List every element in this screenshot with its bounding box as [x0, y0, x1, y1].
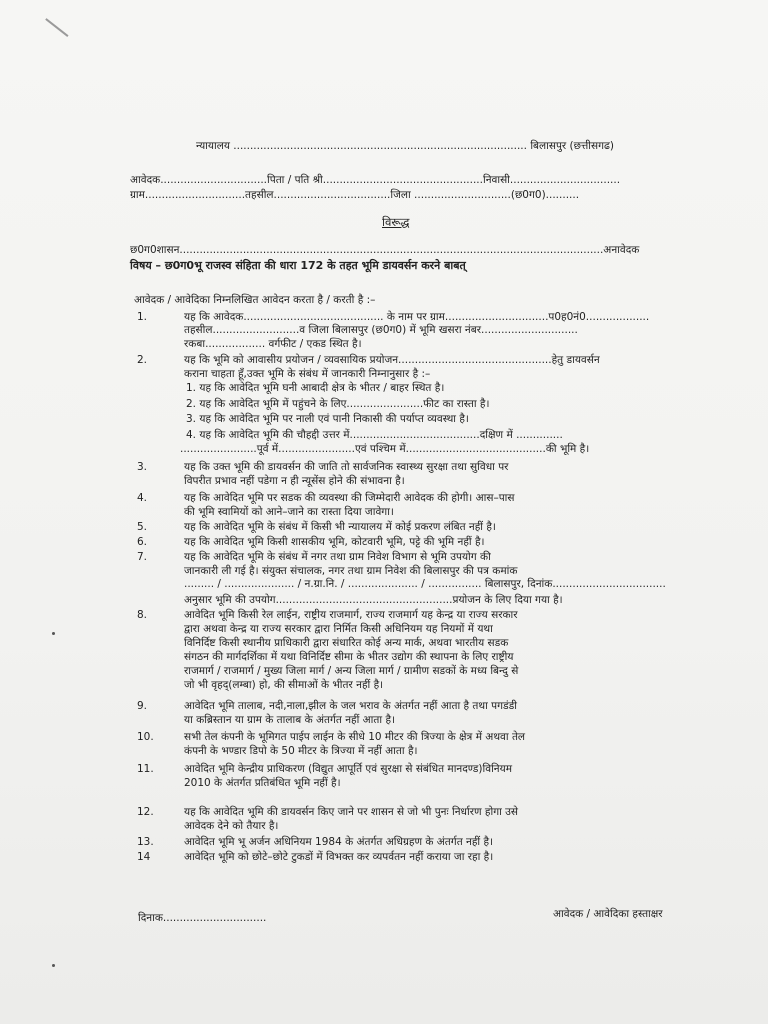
- clause-text: यह कि आवेदित भूमि किसी शासकीय भूमि, कोटवारी भूमि, पट्टे की भूमि नहीं है।: [184, 536, 485, 548]
- clause-number: 9.: [137, 700, 148, 712]
- clause-text: कराना चाहता हूँ,उक्त भूमि के संबंध में जानकारी निम्नानुसार है :–: [184, 368, 431, 380]
- clause-text: ......... / ..................... / न.ग्रा.नि. / ..................... / ................ बिलासपुर, दिनांक..................................: [184, 578, 666, 590]
- clause-text: रकबा.................. वर्गफीट / एकड स्थित है।: [184, 338, 362, 350]
- clause-text: .......................पूर्व में.......................एवं पश्चिम में..........................................की भूमि है।: [180, 443, 590, 455]
- clause-text: सभी तेल कंपनी के भूमिगत पाईप लाईन के सीधे 10 मीटर की त्रिज्या के क्षेत्र में अथवा तेल: [184, 731, 526, 743]
- clause-text: 2010 के अंतर्गत प्रतिबंधित भूमि नहीं है।: [184, 777, 341, 789]
- clause-number: 13.: [137, 836, 154, 848]
- clause-text: संगठन की मार्गदर्शिका में यथा विनिर्दिष्ट सीमा के भीतर उद्योग की स्थापना के लिए राष्ट्रीय: [184, 651, 514, 663]
- clause-text: जानकारी ली गई है। संयुक्त संचालक, नगर तथा ग्राम निवेश की बिलासपुर की पत्र कमांक: [184, 565, 518, 577]
- clause-text: 1. यह कि आवेदित भूमि घनी आबादी क्षेत्र के भीतर / बाहर स्थित है।: [186, 382, 445, 394]
- date-field: दिनाक...............................: [138, 912, 267, 924]
- clause-number: 10.: [137, 731, 154, 743]
- clause-text: यह कि आवेदित भूमि की डायवर्सन किए जाने पर शासन से जो भी पुनः निर्धारण होगा उसे: [184, 806, 519, 818]
- court-line: न्यायालय ........................................................................................ बिलासपुर (छत्तीसगढ): [196, 140, 615, 152]
- clause-number: 8.: [137, 609, 148, 621]
- margin-dot: [52, 964, 55, 967]
- clause-text: 2. यह कि आवेदित भूमि में पहुंचने के लिए.......................फीट का रास्ता है।: [186, 398, 490, 410]
- clause-number: 11.: [137, 763, 154, 775]
- pen-mark: [46, 18, 69, 36]
- clause-text: आवेदित भूमि भू अर्जन अधिनियम 1984 के अंतर्गत अधिग्रहण के अंतर्गत नहीं है।: [184, 836, 494, 848]
- clause-number: 3.: [137, 461, 148, 473]
- clause-text: जो भी वृहद्(लम्बा) हो, की सीमाओं के भीतर नहीं है।: [184, 679, 384, 691]
- clause-number: 14: [137, 851, 151, 863]
- clause-text: राजमार्ग / राजमार्ग / मुख्य जिला मार्ग / अन्य जिला मार्ग / ग्रामीण सडकों के मध्य बिन्दु से: [184, 665, 519, 677]
- intro-line: आवेदक / आवेदिका निम्नलिखित आवेदन करता है / करती है :–: [134, 294, 376, 306]
- clause-number: 7.: [137, 551, 148, 563]
- subject-line: विषय – छ0ग0भू राजस्व संहिता की धारा 172 के तहत भूमि डायवर्सन करने बाबत्: [130, 259, 466, 272]
- clause-text: 4. यह कि आवेदित भूमि की चौहद्दी उत्तर में.......................................दक्षिण में ..............: [186, 429, 563, 441]
- margin-dot: [52, 632, 55, 635]
- respondent-line: छ0ग0शासन...............................................................................................................................अनावेदक: [130, 244, 640, 256]
- clause-text: तहसील..........................व जिला बिलासपुर (छ0ग0) में भूमि खसरा नंबर.............................: [184, 324, 578, 336]
- clause-text: आवेदित भूमि किसी रेल लाईन, राष्ट्रीय राजमार्ग, राज्य राजमार्ग यह केन्द्र या राज्य सरकार: [184, 609, 518, 621]
- clause-text: आवेदक देने को तैयार है।: [184, 820, 279, 832]
- clause-text: यह कि आवेदित भूमि के संबंध में नगर तथा ग्राम निवेश विभाग से भूमि उपयोग की: [184, 551, 491, 563]
- clause-text: अनुसार भूमि की उपयोग.....................................................प्रयोजन के लिए दिया गया है।: [184, 594, 563, 606]
- clause-text: या कब्रिस्तान या ग्राम के तालाब के अंतर्गत नहीं आता है।: [184, 714, 395, 726]
- signature-label: आवेदक / आवेदिका हस्ताक्षर: [553, 908, 663, 920]
- clause-text: की भूमि स्वामियों को आने–जाने का रास्ता दिया जावेगा।: [184, 506, 394, 518]
- clause-text: आवेदित भूमि केन्द्रीय प्राधिकरण (विद्युत आपूर्ति एवं सुरक्षा से संबंधित मानदण्ड)विनियम: [184, 763, 512, 775]
- clause-text: यह कि उक्त भूमि की डायवर्सन की जाति तो सार्वजनिक स्वास्थ्य सुरक्षा तथा सुविधा पर: [184, 461, 509, 473]
- clause-text: यह कि आवेदित भूमि पर सडक की व्यवस्था की जिम्मेदारी आवेदक की होगी। आस–पास: [184, 492, 515, 504]
- clause-number: 1.: [137, 311, 148, 323]
- clause-number: 4.: [137, 492, 148, 504]
- clause-text: यह कि आवेदक.......................................... के नाम पर ग्राम...............................प0ह0नं0...................: [184, 311, 650, 323]
- clause-text: आवेदित भूमि को छोटे–छोटे टुकडों में विभक्त कर व्यपर्वतन नहीं कराया जा रहा है।: [184, 851, 494, 863]
- clause-text: 3. यह कि आवेदित भूमि पर नाली एवं पानी निकासी की पर्याप्त व्यवस्था है।: [186, 413, 469, 425]
- clause-text: यह कि भूमि को आवासीय प्रयोजन / व्यवसायिक प्रयोजन..............................................हेतु डायवर्सन: [184, 354, 600, 366]
- clause-number: 12.: [137, 806, 154, 818]
- clause-text: आवेदित भूमि तालाब, नदी,नाला,झील के जल भराव के अंतर्गत नहीं आता है तथा पगडंडी: [184, 700, 518, 712]
- applicant-line: आवेदक................................पिता / पति श्री................................................निवासी.................................: [130, 174, 621, 186]
- clause-text: यह कि आवेदित भूमि के संबंध में किसी भी न्यायालय में कोई प्रकरण लंबित नहीं है।: [184, 521, 496, 533]
- clause-text: द्वारा अथवा केन्द्र या राज्य सरकार द्वारा निर्मित किसी अधिनियम यह नियमों में यथा: [184, 623, 493, 635]
- clause-text: विपरीत प्रभाव नहीं पडेगा न ही न्यूसेंस होने की संभावना है।: [184, 475, 405, 487]
- clause-text: विनिर्दिष्ट किसी स्थानीय प्राधिकारी द्वारा संधारित कोई अन्य मार्क, अथवा भारतीय सडक: [184, 637, 509, 649]
- clause-number: 5.: [137, 521, 148, 533]
- clause-number: 2.: [137, 354, 148, 366]
- clause-text: कंपनी के भण्डार डिपो के 50 मीटर के त्रिज्या में नहीं आता है।: [184, 745, 418, 757]
- village-line: ग्राम..............................तहसील...................................जिला .............................(छ0ग0)..........: [130, 189, 580, 201]
- clause-number: 6.: [137, 536, 148, 548]
- versus-heading: विरूद्ध: [382, 215, 410, 229]
